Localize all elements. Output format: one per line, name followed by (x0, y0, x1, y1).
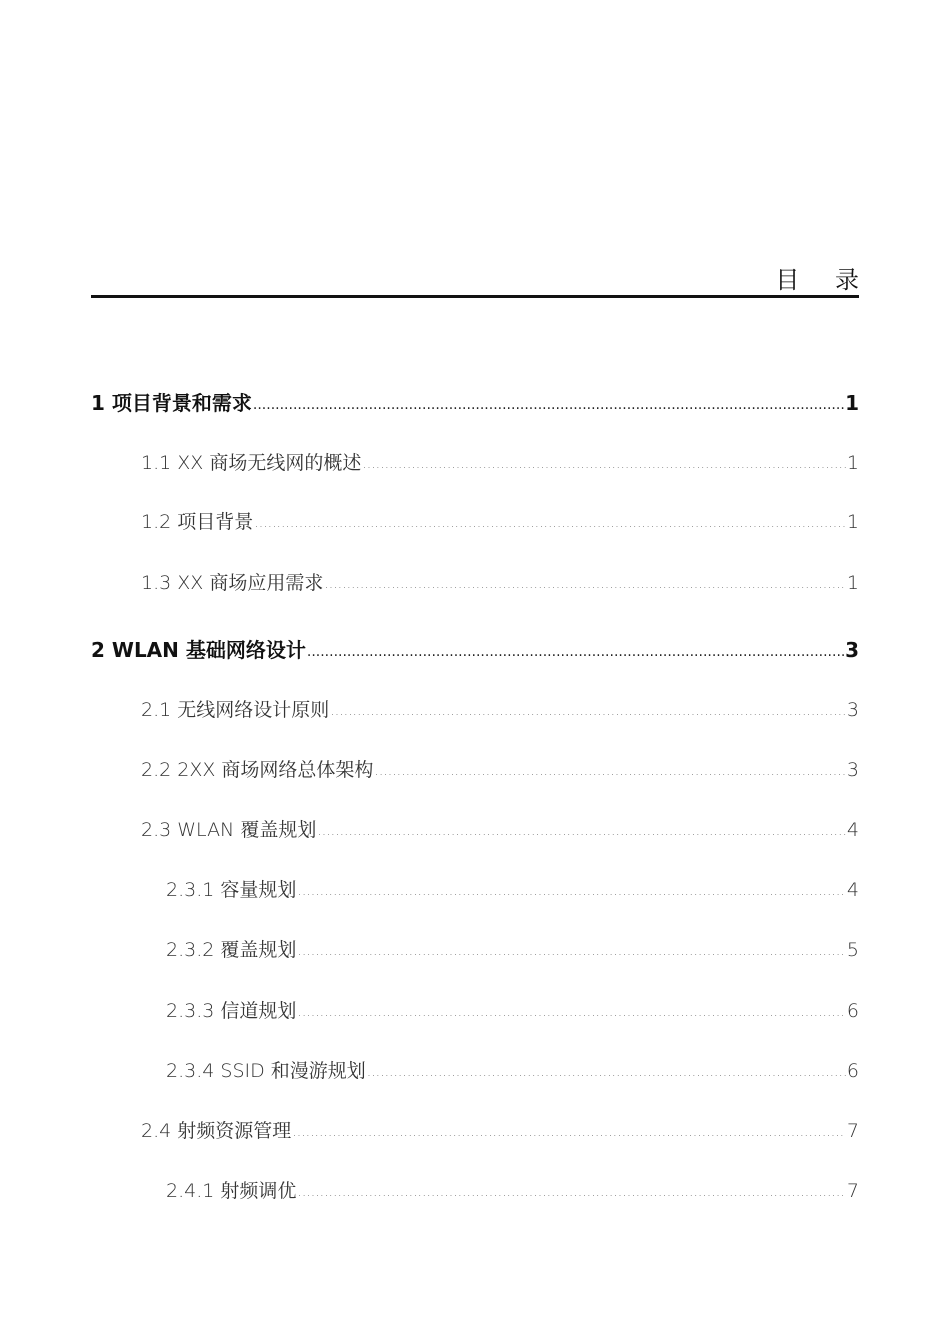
toc-entry-page: 1 (846, 511, 859, 533)
toc-entry-label: 1 项目背景和需求 (91, 391, 252, 415)
toc-entry-label: 2.3.2 覆盖规划 (166, 939, 297, 961)
toc-entry-page: 3 (846, 759, 859, 781)
toc-entry-1-1[interactable] (141, 445, 859, 481)
toc-entry-2-4-1[interactable] (166, 1173, 859, 1209)
toc-entry-2-3[interactable] (141, 812, 859, 848)
toc-entry-2-3-4[interactable] (166, 1053, 859, 1089)
toc-entry-2-3-3[interactable] (166, 993, 859, 1029)
toc-entry-2-3-1[interactable] (166, 872, 859, 908)
toc-entry-2-1[interactable] (141, 692, 859, 728)
dot-leader (307, 634, 844, 670)
toc-entry-label: 2.3.1 容量规划 (166, 879, 297, 901)
toc-entry-page: 7 (846, 1120, 859, 1142)
toc-entry-page: 6 (846, 1060, 859, 1082)
toc-entry-2[interactable] (91, 632, 859, 668)
dot-leader (374, 753, 845, 789)
toc-entry-page: 1 (846, 452, 859, 474)
toc-entry-page: 4 (846, 819, 859, 841)
toc-entry-2-2[interactable] (141, 752, 859, 788)
heading-divider (91, 295, 859, 298)
dot-leader (324, 566, 846, 602)
dot-leader (362, 446, 846, 482)
toc-entry-label: 2 WLAN 基础网络设计 (91, 638, 306, 662)
toc-entry-1[interactable] (91, 385, 859, 421)
toc-entry-label: 1.2 项目背景 (141, 511, 254, 533)
toc-entry-page: 5 (846, 939, 859, 961)
toc-entry-page: 6 (846, 1000, 859, 1022)
dot-leader (367, 1054, 846, 1090)
dot-leader (292, 1114, 846, 1150)
toc-entry-page: 7 (846, 1180, 859, 1202)
dot-leader (317, 813, 846, 849)
dot-leader (254, 505, 846, 541)
toc-entry-page: 3 (845, 638, 859, 662)
toc-entry-label: 2.3 WLAN 覆盖规划 (141, 819, 317, 841)
toc-entry-page: 1 (845, 391, 859, 415)
toc-heading: 目 录 (775, 266, 873, 294)
toc-entry-1-2[interactable] (141, 504, 859, 540)
dot-leader (253, 387, 844, 423)
toc-entry-label: 2.3.4 SSID 和漫游规划 (166, 1060, 366, 1082)
toc-entry-page: 4 (846, 879, 859, 901)
toc-entry-2-4[interactable] (141, 1113, 859, 1149)
toc-entry-label: 2.3.3 信道规划 (166, 1000, 297, 1022)
toc-entry-2-3-2[interactable] (166, 932, 859, 968)
dot-leader (297, 1174, 846, 1210)
dot-leader (297, 994, 846, 1030)
toc-entry-label: 2.2 2XX 商场网络总体架构 (141, 759, 374, 781)
dot-leader (297, 933, 846, 969)
toc-entry-page: 1 (846, 572, 859, 594)
toc-entry-label: 1.3 XX 商场应用需求 (141, 572, 324, 594)
toc-entry-label: 2.4 射频资源管理 (141, 1120, 292, 1142)
toc-entry-page: 3 (846, 699, 859, 721)
toc-entry-label: 1.1 XX 商场无线网的概述 (141, 452, 362, 474)
toc-entry-label: 2.1 无线网络设计原则 (141, 699, 330, 721)
dot-leader (330, 693, 846, 729)
toc-entry-1-3[interactable] (141, 565, 859, 601)
toc-entry-label: 2.4.1 射频调优 (166, 1180, 297, 1202)
dot-leader (297, 873, 846, 909)
